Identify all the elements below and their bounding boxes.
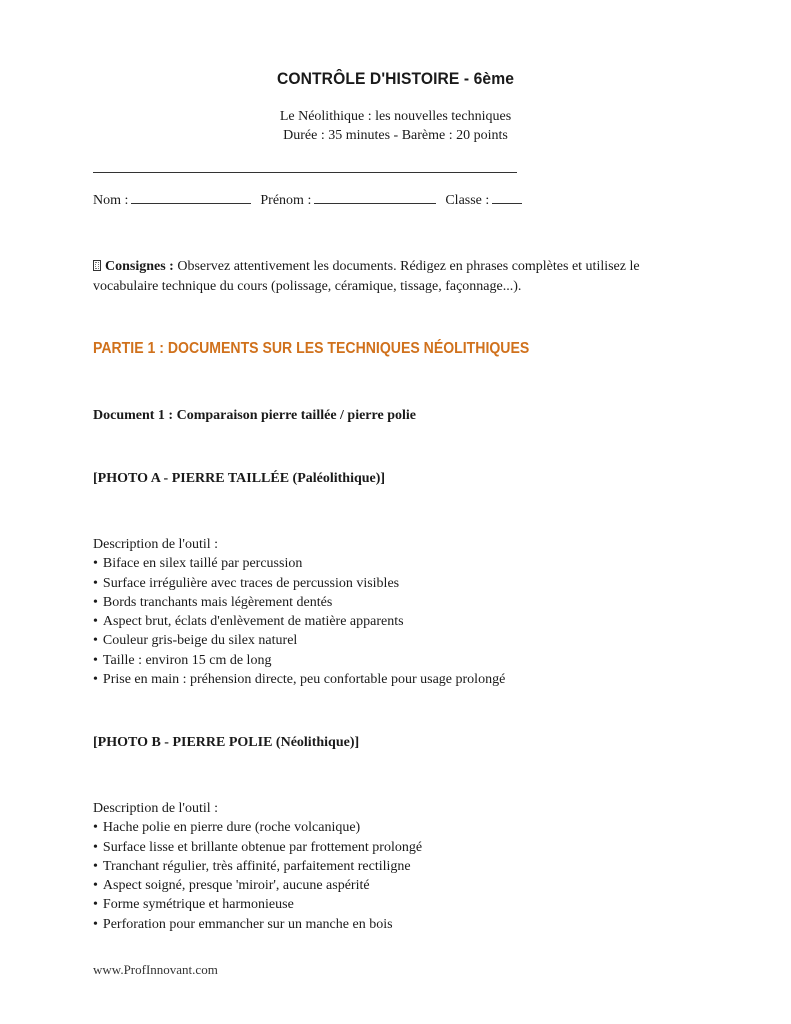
list-item: • Biface en silex taillé par percussion: [93, 554, 505, 573]
list-item: • Prise en main : préhension directe, peu confortable pour usage prolongé: [93, 670, 505, 689]
page-title: CONTRÔLE D'HISTOIRE - 6ème: [277, 69, 514, 88]
prenom-label: Prénom :: [260, 193, 312, 208]
student-info-form: [93, 191, 527, 209]
photo-b-feature-list: [93, 818, 422, 934]
list-item: • Surface lisse et brillante obtenue par frottement prolongé: [93, 838, 422, 857]
list-item: • Surface irrégulière avec traces de percussion visibles: [93, 574, 505, 593]
footer-website: www.ProfInnovant.com: [93, 962, 218, 977]
nom-label: Nom :: [93, 193, 129, 208]
list-item: • Perforation pour emmancher sur un manche en bois: [93, 915, 422, 934]
list-item: • Forme symétrique et harmonieuse: [93, 895, 422, 914]
list-item: • Hache polie en pierre dure (roche volcanique): [93, 818, 422, 837]
photo-a-feature-list: [93, 554, 505, 689]
missing-glyph-icon: [93, 260, 101, 271]
instructions-paragraph: [93, 257, 693, 297]
photo-a-description-label: Description de l'outil :: [93, 537, 219, 552]
list-item: • Bords tranchants mais légèrement dentés: [93, 593, 505, 612]
nom-blank-field[interactable]: [131, 191, 251, 204]
classe-blank-field[interactable]: [492, 191, 522, 204]
part1-heading: PARTIE 1 : DOCUMENTS SUR LES TECHNIQUES NÉOLITHIQUES: [93, 340, 530, 357]
list-item: • Aspect soigné, presque 'miroir', aucune aspérité: [93, 876, 422, 895]
photo-b-heading: [PHOTO B - PIERRE POLIE (Néolithique)]: [93, 735, 360, 750]
classe-label: Classe :: [445, 193, 490, 208]
page-subtitle: Le Néolithique : les nouvelles techniques: [279, 109, 512, 124]
instructions-text: Observez attentivement les documents. Rédigez en phrases complètes et utilisez le vocabulaire technique du cours (polissage, céramique, tissage, façonnage...).: [93, 259, 640, 294]
photo-a-heading: [PHOTO A - PIERRE TAILLÉE (Paléolithique)]: [93, 471, 386, 486]
photo-a-description: [93, 535, 505, 689]
prenom-blank-field[interactable]: [314, 191, 436, 204]
list-item: • Taille : environ 15 cm de long: [93, 651, 505, 670]
list-item: • Aspect brut, éclats d'enlèvement de matière apparents: [93, 612, 505, 631]
photo-b-description-label: Description de l'outil :: [93, 801, 219, 816]
instructions-label: Consignes :: [105, 259, 174, 274]
list-item: • Couleur gris-beige du silex naturel: [93, 631, 505, 650]
separator-line: [93, 158, 517, 173]
duration-grading-line: Durée : 35 minutes - Barème : 20 points: [283, 128, 508, 143]
photo-b-description: [93, 799, 422, 934]
list-item: • Tranchant régulier, très affinité, parfaitement rectiligne: [93, 857, 422, 876]
document1-title: Document 1 : Comparaison pierre taillée / pierre polie: [93, 408, 416, 423]
